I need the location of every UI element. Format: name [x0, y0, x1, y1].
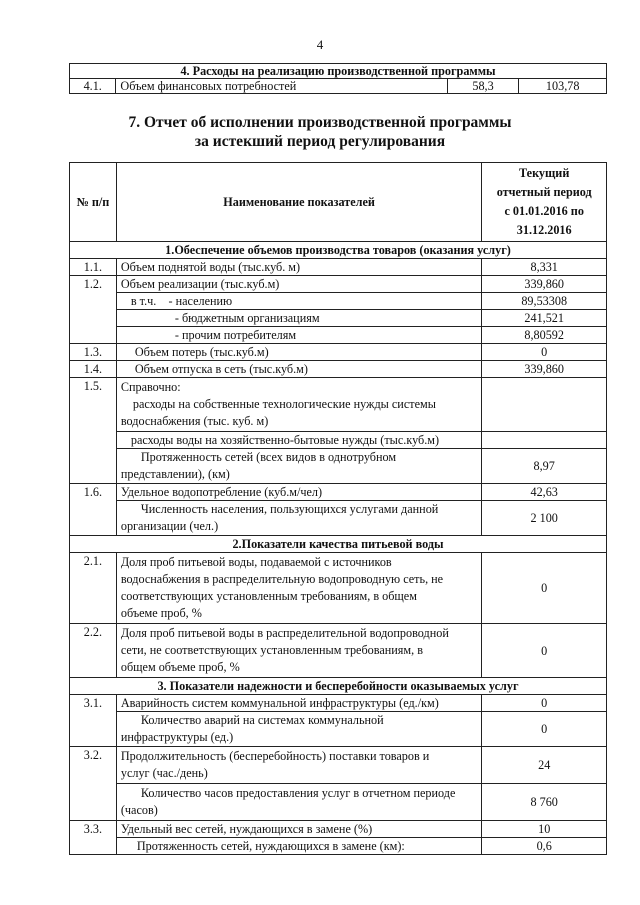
table-row: в т.ч. - населению 89,53308: [70, 293, 607, 310]
table-row: [70, 79, 607, 94]
table-row: 2.2. Доля проб питьевой воды в распределительной водопроводной сети, не соответствующих установленным требованиям, в общем объеме проб, % 0: [70, 624, 607, 678]
table-row: 1.4. Объем отпуска в сеть (тыс.куб.м) 339,860: [70, 361, 607, 378]
page-number: 4: [316, 37, 324, 52]
row-value-1: 58,3: [447, 79, 519, 94]
table-row: 1.2. Объем реализации (тыс.куб.м) 339,860: [70, 276, 607, 293]
table-row: 3.3. Удельный вес сетей, нуждающихся в замене (%) 10: [70, 821, 607, 838]
row-value-2: 103,78: [519, 79, 607, 94]
header-number: № п/п: [70, 163, 117, 242]
header-name: Наименование показателей: [116, 163, 482, 242]
section-2-header: 2.Показатели качества питьевой воды: [70, 536, 607, 553]
table-row: расходы воды на хозяйственно-бытовые нужды (тыс.куб.м): [70, 432, 607, 449]
table-row: 1.1. Объем поднятой воды (тыс.куб. м) 8,331: [70, 259, 607, 276]
table-row: - прочим потребителям 8,80592: [70, 327, 607, 344]
report-table: [69, 162, 607, 855]
table-row: Количество аварий на системах коммунальной инфраструктуры (ед.) 0: [70, 712, 607, 747]
section-1-header: 1.Обеспечение объемов производства товаров (оказания услуг): [70, 242, 607, 259]
report-title-line-2: за истекший период регулирования: [194, 133, 446, 150]
report-title-line-1: 7. Отчет об исполнении производственной программы: [128, 114, 512, 131]
table-row: 1.5. Справочно: расходы на собственные технологические нужды системы водоснабжения (тыс. куб. м): [70, 378, 607, 432]
table-row: Количество часов предоставления услуг в отчетном периоде (часов) 8 760: [70, 784, 607, 821]
table-row: 1.3. Объем потерь (тыс.куб.м) 0: [70, 344, 607, 361]
section-3-header: 3. Показатели надежности и бесперебойности оказываемых услуг: [70, 678, 607, 695]
header-period: Текущий отчетный период с 01.01.2016 по 31.12.2016: [482, 163, 607, 242]
table-row: 2.1. Доля проб питьевой воды, подаваемой с источников водоснабжения в распределительную водопроводную сеть, не соответствующих установленным требованиям, в общем объеме проб, % 0: [70, 553, 607, 624]
table-row: 3.1. Аварийность систем коммунальной инфраструктуры (ед./км) 0: [70, 695, 607, 712]
reference-block: Справочно: расходы на собственные технологические нужды системы водоснабжения (тыс. куб. м): [116, 378, 482, 432]
table-row: Численность населения, пользующихся услугами данной организации (чел.) 2 100: [70, 501, 607, 536]
table-row: Протяженность сетей (всех видов в однотрубном представлении), (км) 8,97: [70, 449, 607, 484]
table-row: 3.2. Продолжительность (бесперебойность) поставки товаров и услуг (час./день) 24: [70, 747, 607, 784]
table-row: 1.6. Удельное водопотребление (куб.м/чел) 42,63: [70, 484, 607, 501]
table-row: Протяженность сетей, нуждающихся в замене (км): 0,6: [70, 838, 607, 855]
program-costs-table: [69, 63, 607, 94]
table-row: - бюджетным организациям 241,521: [70, 310, 607, 327]
program-costs-header: 4. Расходы на реализацию производственной программы: [70, 64, 607, 79]
row-number: 4.1.: [70, 79, 116, 94]
report-title: [0, 113, 640, 151]
row-name: Объем финансовых потребностей: [116, 79, 447, 94]
